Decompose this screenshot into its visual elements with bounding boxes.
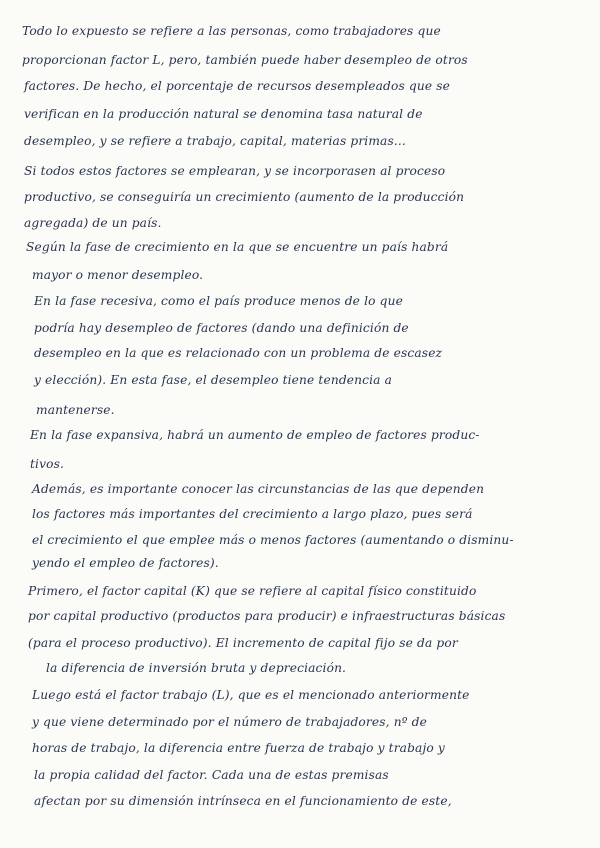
text-line: En la fase recesiva, como el país produce menos de lo que (34, 294, 403, 308)
text-line: productivo, se conseguiría un crecimiento (aumento de la producción (24, 190, 465, 204)
text-line: desempleo en la que es relacionado con un problema de escasez (34, 346, 443, 360)
text-line: horas de trabajo, la diferencia entre fuerza de trabajo y trabajo y (32, 741, 445, 755)
text-line: (para el proceso productivo). El incremento de capital fijo se da por (28, 636, 458, 650)
text-line: Según la fase de crecimiento en la que se encuentre un país habrá (26, 240, 449, 254)
text-line: tivos. (30, 457, 65, 471)
text-line: Además, es importante conocer las circunstancias de las que dependen (32, 482, 485, 496)
text-line: agregada) de un país. (24, 216, 162, 230)
text-line: podría hay desempleo de factores (dando una definición de (34, 321, 409, 335)
text-line: En la fase expansiva, habrá un aumento de empleo de factores produc- (30, 428, 480, 442)
text-line: factores. De hecho, el porcentaje de recursos desempleados que se (24, 79, 451, 93)
text-line: el crecimiento el que emplee más o menos factores (aumentando o disminu- (32, 533, 514, 547)
text-line: mantenerse. (36, 403, 115, 417)
text-line: Si todos estos factores se emplearan, y se incorporasen al proceso (24, 164, 446, 178)
text-line: Primero, el factor capital (K) que se refiere al capital físico constituido (28, 584, 477, 598)
text-line: la diferencia de inversión bruta y depreciación. (46, 661, 347, 675)
text-line: verifican en la producción natural se denomina tasa natural de (24, 107, 423, 121)
text-line: afectan por su dimensión intrínseca en el funcionamiento de este, (34, 794, 452, 808)
text-line: los factores más importantes del crecimiento a largo plazo, pues será (32, 507, 473, 521)
text-line: y elección). En esta fase, el desempleo tiene tendencia a (34, 373, 393, 387)
text-line: Luego está el factor trabajo (L), que es el mencionado anteriormente (32, 688, 470, 702)
text-line: yendo el empleo de factores). (32, 556, 219, 570)
text-line: y que viene determinado por el número de trabajadores, nº de (32, 715, 427, 729)
text-line: desempleo, y se refiere a trabajo, capital, materias primas... (24, 134, 406, 148)
text-line: por capital productivo (productos para producir) e infraestructuras básicas (28, 609, 506, 623)
text-line: mayor o menor desempleo. (32, 268, 204, 282)
text-line: Todo lo expuesto se refiere a las personas, como trabajadores que (22, 24, 441, 38)
text-line: proporcionan factor L, pero, también puede haber desempleo de otros (22, 53, 468, 67)
text-line: la propia calidad del factor. Cada una de estas premisas (34, 768, 389, 782)
